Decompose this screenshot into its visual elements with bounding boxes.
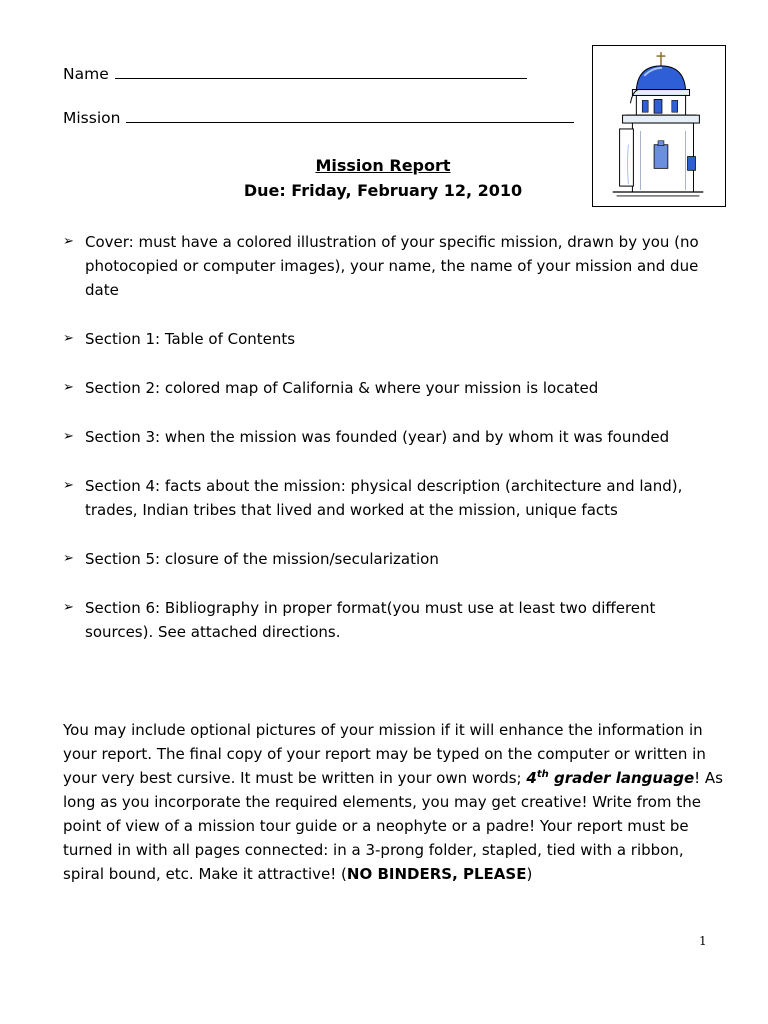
name-label: Name: [63, 65, 109, 83]
requirements-list: [63, 230, 713, 644]
mission-field[interactable]: [63, 109, 574, 127]
list-item: [63, 230, 713, 302]
list-item-text: Section 6: Bibliography in proper format(you must use at least two different sources). See attached directions.: [85, 599, 656, 641]
closing-text-3: ): [526, 865, 533, 883]
grade-language-text: grader language: [548, 769, 695, 787]
mission-blank-line[interactable]: [126, 121, 574, 123]
arrow-bullet-icon: ➢: [63, 551, 74, 566]
mission-label: Mission: [63, 109, 121, 127]
grade-language-emphasis: [526, 769, 694, 787]
list-item-text: Section 2: colored map of California & where your mission is located: [85, 379, 599, 397]
arrow-bullet-icon: ➢: [63, 478, 74, 493]
closing-text-1: You may include optional pictures of your mission if it will enhance the information in your report. The final copy of your report may be typed on the computer or written in your very best cursive. It must be written in your own words;: [63, 721, 706, 787]
list-item-text: Section 4: facts about the mission: physical description (architecture and land), trades, Indian tribes that lived and worked at the mission, unique facts: [85, 477, 683, 519]
arrow-bullet-icon: ➢: [63, 429, 74, 444]
closing-paragraph: [63, 718, 723, 886]
church-icon: [593, 46, 725, 206]
closing-text-2: ! As long as you incorporate the required elements, you may get creative! Write from the point of view of a mission tour guide or a neophyte or a padre! Your report must be turned in with all pages connected: in a 3-prong folder, stapled, tied with a ribbon, spiral bound, etc. Make it attractive! (: [63, 769, 723, 883]
due-date: Due: Friday, February 12, 2010: [243, 181, 523, 200]
list-item: [63, 547, 713, 571]
report-title: Mission Report: [315, 156, 451, 175]
list-item: [63, 376, 713, 400]
list-item-text: Cover: must have a colored illustration of your specific mission, drawn by you (no photocopied or computer images), your name, the name of your mission and due date: [85, 233, 699, 299]
arrow-bullet-icon: ➢: [63, 380, 74, 395]
list-item: [63, 474, 713, 522]
arrow-bullet-icon: ➢: [63, 331, 74, 346]
grade-number: 4: [526, 769, 537, 787]
list-item-text: Section 3: when the mission was founded (year) and by whom it was founded: [85, 428, 670, 446]
list-item: [63, 327, 713, 351]
arrow-bullet-icon: ➢: [63, 600, 74, 615]
mission-church-illustration: [592, 45, 726, 207]
list-item: [63, 425, 713, 449]
name-blank-line[interactable]: [115, 77, 527, 79]
grade-superscript: th: [536, 769, 549, 780]
arrow-bullet-icon: ➢: [63, 234, 74, 249]
page-number: 1: [699, 934, 707, 948]
list-item: [63, 596, 713, 644]
list-item-text: Section 5: closure of the mission/secularization: [85, 550, 439, 568]
no-binders-notice: NO BINDERS, PLEASE: [346, 865, 527, 883]
list-item-text: Section 1: Table of Contents: [85, 330, 296, 348]
name-field[interactable]: [63, 65, 527, 83]
